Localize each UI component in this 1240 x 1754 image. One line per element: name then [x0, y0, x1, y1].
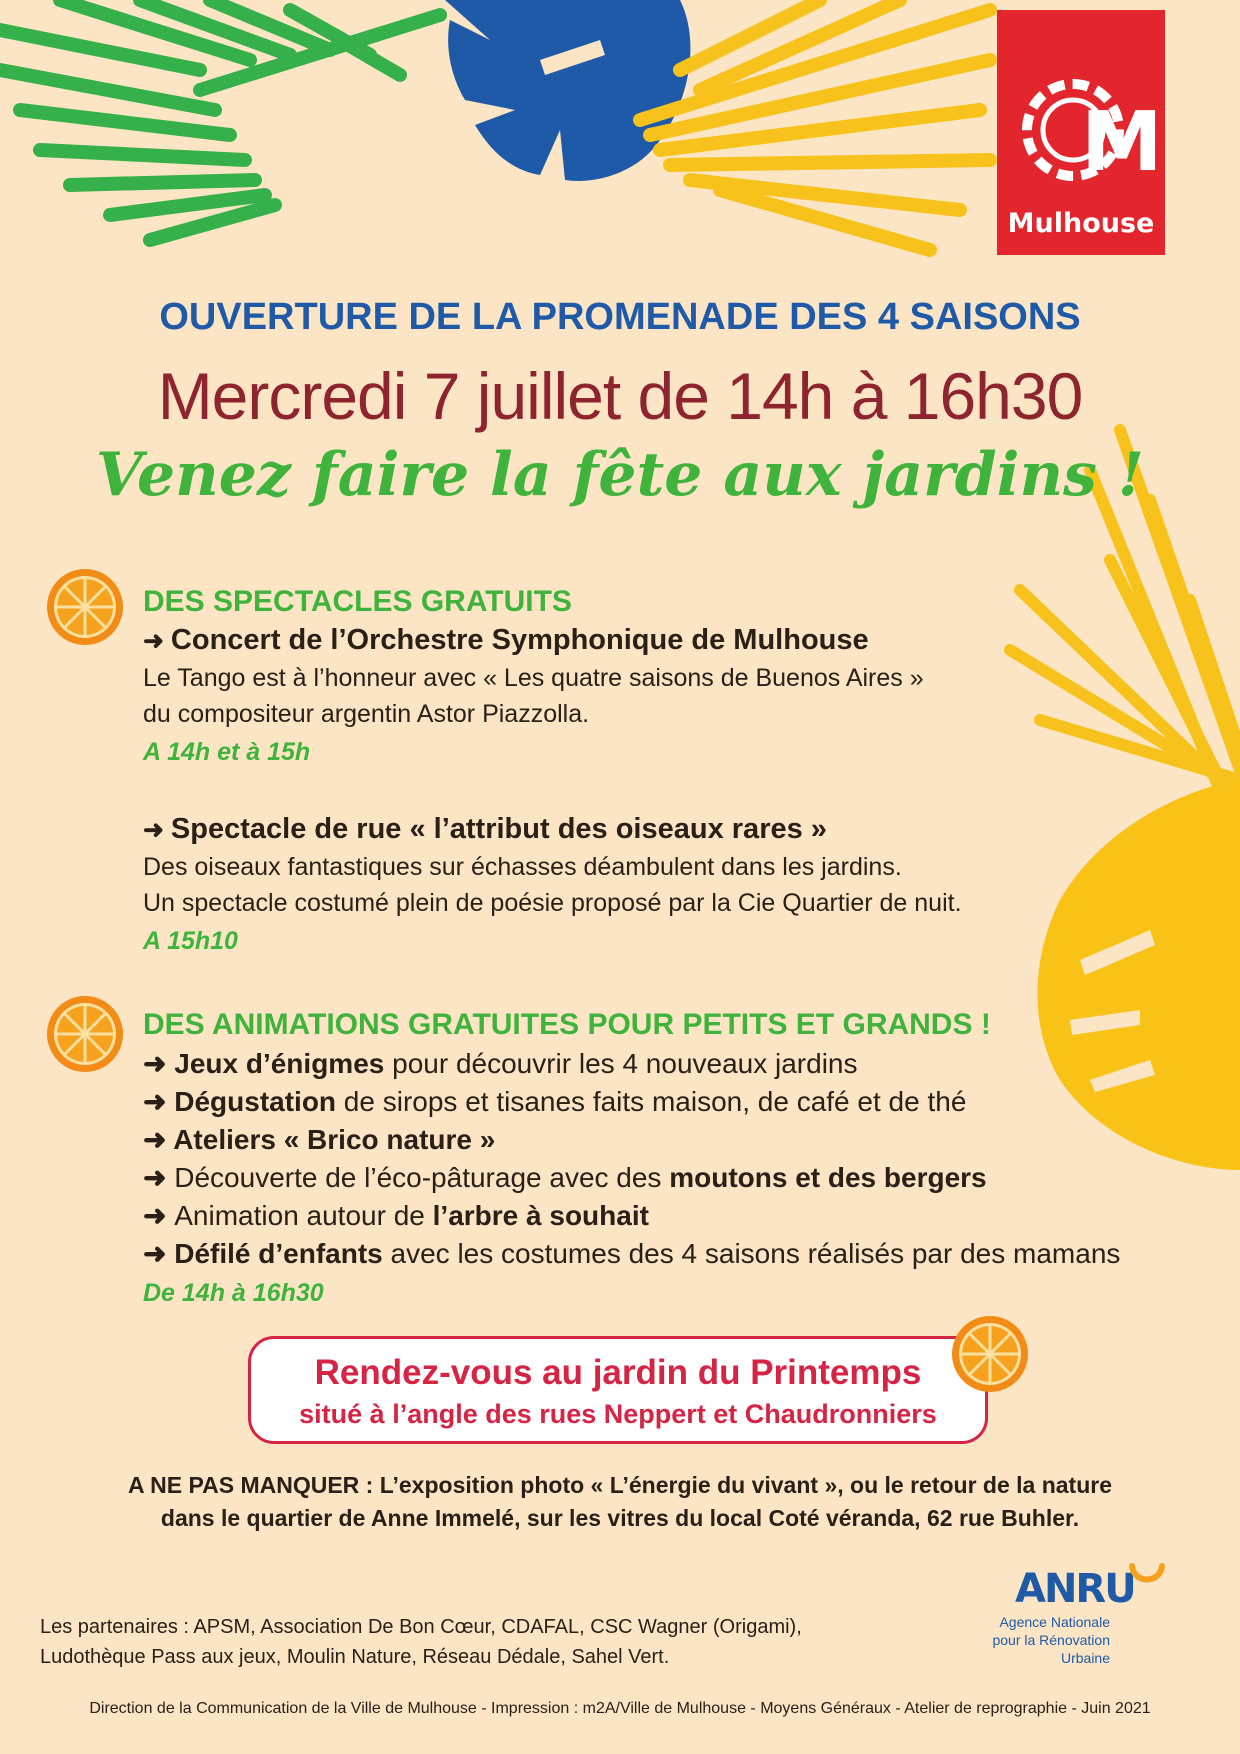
- arrow-right-icon: ➜: [143, 1162, 175, 1193]
- logo-city-name: Mulhouse: [1007, 208, 1155, 239]
- animation-item: ➜ Animation autour de l’arbre à souhait: [143, 1200, 649, 1231]
- expo-line-1: A NE PAS MANQUER : L’exposition photo « L’énergie du vivant », ou le retour de la nature: [127, 1472, 1113, 1498]
- shows-section-title: DES SPECTACLES GRATUITS: [143, 585, 572, 618]
- arrow-right-icon: ➜: [143, 1200, 175, 1231]
- show-item-2-desc-line-2: Un spectacle costumé plein de poésie proposé par la Cie Quartier de nuit.: [143, 889, 962, 917]
- animations-section-title: DES ANIMATIONS GRATUITES POUR PETITS ET GRANDS !: [143, 1008, 991, 1041]
- anru-name: Agence Nationale pour la Rénovation Urbaine: [992, 1614, 1110, 1666]
- arrow-right-icon: ➜: [143, 627, 171, 655]
- event-date: Mercredi 7 juillet de 14h à 16h30: [157, 359, 1083, 433]
- show-item-1-desc-line-2: du compositeur argentin Astor Piazzolla.: [143, 700, 590, 728]
- show-item-1-title: ➜ Concert de l’Orchestre Symphonique de Mulhouse: [143, 624, 869, 656]
- orange-slice-icon: [45, 567, 125, 647]
- partners-line-1: Les partenaires : APSM, Association De Bon Cœur, CDAFAL, CSC Wagner (Origami),: [40, 1616, 802, 1638]
- show-item-2-desc-line-1: Des oiseaux fantastiques sur échasses déambulent dans les jardins.: [143, 853, 902, 881]
- show-item-1-desc-line-1: Le Tango est à l’honneur avec « Les quatre saisons de Buenos Aires »: [143, 664, 924, 692]
- partners-line-2: Ludothèque Pass aux jeux, Moulin Nature, Réseau Dédale, Sahel Vert.: [40, 1646, 670, 1668]
- arrow-right-icon: ➜: [143, 1048, 175, 1079]
- arrow-right-icon: ➜: [143, 1086, 175, 1117]
- green-palm-leaf: [0, 0, 440, 240]
- arrow-right-icon: ➜: [143, 1124, 174, 1155]
- blue-monstera-leaf: [445, 0, 690, 181]
- anru-logo: ANRU: [1010, 1566, 1170, 1606]
- rendezvous-box: [248, 1336, 988, 1444]
- yellow-monstera-leaf: [1038, 780, 1240, 1170]
- orange-slice-icon: [950, 1314, 1030, 1394]
- expo-line-2: dans le quartier de Anne Immelé, sur les vitres du local Coté véranda, 62 rue Buhler.: [160, 1505, 1080, 1531]
- mulhouse-logo: [997, 10, 1165, 255]
- anru-smile-icon: [1128, 1560, 1168, 1590]
- arrow-right-icon: ➜: [143, 816, 171, 844]
- opening-heading: OUVERTURE DE LA PROMENADE DES 4 SAISONS: [159, 296, 1081, 338]
- animation-item: ➜ Défilé d’enfants avec les costumes des 4 saisons réalisés par des mamans: [143, 1238, 1121, 1269]
- svg-text:M: M: [1081, 95, 1163, 190]
- footer-credits: Direction de la Communication de la Ville de Mulhouse - Impression : m2A/Ville de Mulhouse - Moyens Généraux - Atelier de reprographie - Juin 2021: [89, 1700, 1151, 1717]
- slogan: Venez faire la fête aux jardins !: [95, 440, 1145, 510]
- rendezvous-title: Rendez-vous au jardin du Printemps: [314, 1353, 922, 1392]
- rendezvous-location: situé à l’angle des rues Neppert et Chaudronniers: [299, 1399, 937, 1429]
- show-item-1-time: A 14h et à 15h: [143, 738, 311, 766]
- arrow-right-icon: ➜: [143, 1238, 175, 1269]
- gear-icon: [1011, 60, 1163, 200]
- animation-item: ➜ Jeux d’énigmes pour découvrir les 4 nouveaux jardins: [143, 1048, 858, 1079]
- animation-item: ➜ Dégustation de sirops et tisanes faits maison, de café et de thé: [143, 1086, 967, 1117]
- yellow-palm-leaf-top: [640, 0, 990, 250]
- expo-lead: A NE PAS MANQUER :: [127, 1472, 374, 1498]
- animation-item: ➜ Ateliers « Brico nature »: [143, 1124, 496, 1155]
- show-item-2-title: ➜ Spectacle de rue « l’attribut des oiseaux rares »: [143, 813, 827, 845]
- animations-time: De 14h à 16h30: [143, 1279, 324, 1307]
- show-item-2-time: A 15h10: [143, 927, 238, 955]
- orange-slice-icon: [45, 994, 125, 1074]
- animation-item: ➜ Découverte de l’éco-pâturage avec des moutons et des bergers: [143, 1162, 987, 1193]
